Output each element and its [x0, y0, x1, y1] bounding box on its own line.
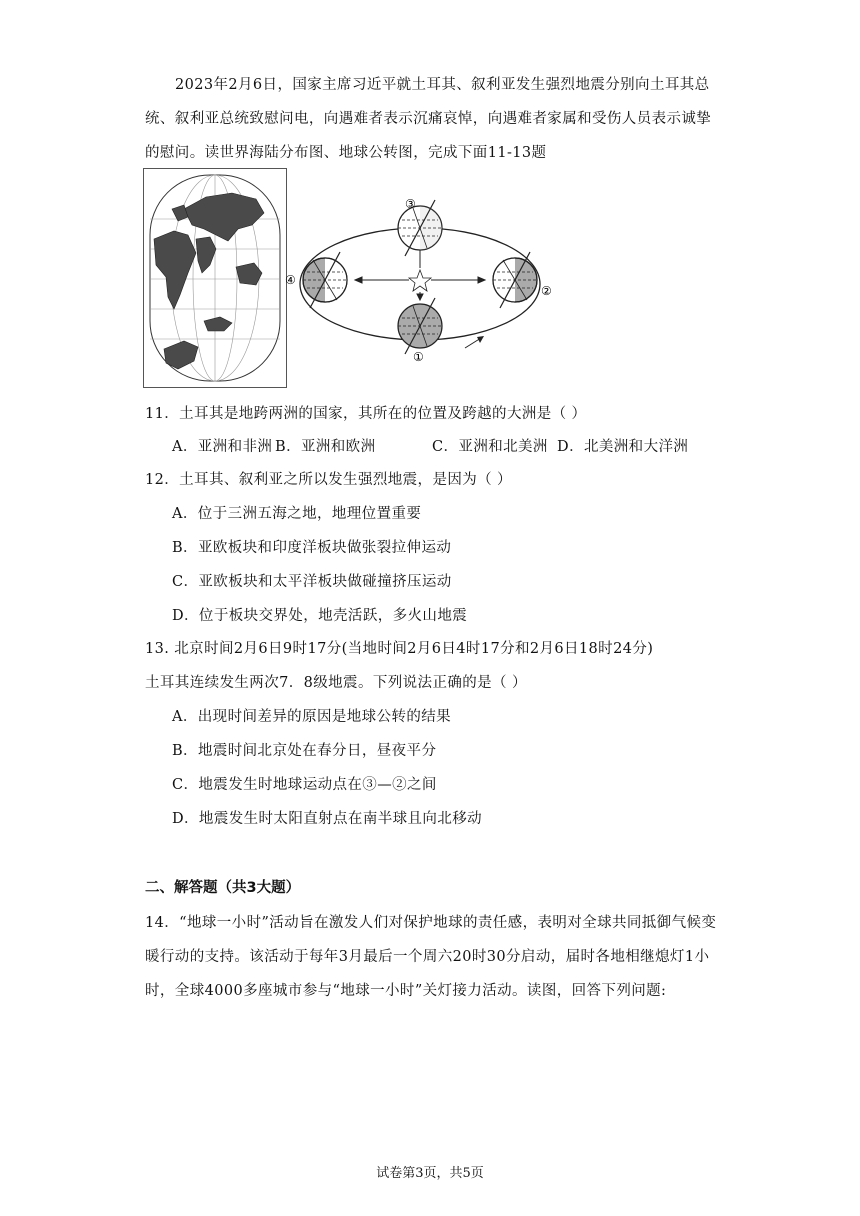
earth-position-4: [285, 252, 347, 308]
earth-revolution-diagram: [285, 168, 565, 390]
figure-area: [143, 168, 563, 390]
earth-position-3: [398, 197, 442, 256]
q13-option-c[interactable]: C．地震发生时地球运动点在③—②之间: [172, 777, 437, 793]
q11-option-a[interactable]: A．亚洲和非洲: [172, 439, 273, 455]
question-14-text: 14．“地球一小时”活动旨在激发人们对保护地球的责任感，表明对全球共同抵御气候变暖行动的支持。该活动于每年3月最后一个周六20时30分启动，届时各地相继熄灯1小时，全球4000多座城市参与“地球一小时”关灯接力活动。读图，回答下列问题:: [145, 915, 717, 999]
world-land-sea-map: [143, 168, 287, 388]
question-11-stem: 11．土耳其是地跨两洲的国家，其所在的位置及跨越的大洲是（ ）: [145, 406, 587, 422]
q12-option-c[interactable]: C．亚欧板块和太平洋板块做碰撞挤压运动: [172, 574, 452, 590]
q13-option-a[interactable]: A．出现时间差异的原因是地球公转的结果: [172, 709, 452, 725]
question-12-stem: 12．土耳其、叙利亚之所以发生强烈地震，是因为（ ）: [145, 472, 512, 488]
revolution-direction-arrow: [465, 336, 484, 348]
q12-option-d[interactable]: D．位于板块交界处，地壳活跃，多火山地震: [172, 608, 468, 624]
q12-option-b[interactable]: B．亚欧板块和印度洋板块做张裂拉伸运动: [172, 540, 452, 556]
question-11-options: [172, 435, 688, 456]
earth-position-2: [493, 252, 552, 308]
section-title: 二、解答题（共3大题）: [145, 880, 301, 896]
earth-position-1: [398, 298, 442, 364]
q13-option-b[interactable]: B．地震时间北京处在春分日，昼夜平分: [172, 743, 437, 759]
question-13-stem-line2: 土耳其连续发生两次7．8级地震。下列说法正确的是（ ）: [145, 675, 527, 691]
page-footer: 试卷第3页，共5页: [376, 1166, 484, 1181]
q11-option-b[interactable]: B．亚洲和欧洲: [275, 439, 376, 455]
orbit-label-2: ②: [541, 284, 552, 298]
q11-option-c[interactable]: C．亚洲和北美洲: [432, 439, 548, 455]
intro-paragraph: 2023年2月6日，国家主席习近平就土耳其、叙利亚发生强烈地震分别向土耳其总统、叙利亚总统致慰问电，向遇难者表示沉痛哀悼，向遇难者家属和受伤人员表示诚挚的慰问。读世界海陆分布图、地球公转图，完成下面11-13题: [145, 77, 712, 161]
question-13-stem-line1: 13. 北京时间2月6日9时17分(当地时间2月6日4时17分和2月6日18时24分): [145, 641, 654, 657]
orbit-label-4: ④: [285, 273, 296, 287]
q12-option-a[interactable]: A．位于三洲五海之地，地理位置重要: [172, 506, 422, 522]
orbit-label-1: ①: [413, 350, 424, 364]
q11-option-d[interactable]: D．北美洲和大洋洲: [557, 439, 689, 455]
sun-icon: [409, 270, 431, 291]
orbit-label-3: ③: [405, 197, 416, 211]
q13-option-d[interactable]: D．地震发生时太阳直射点在南半球且向北移动: [172, 811, 483, 827]
